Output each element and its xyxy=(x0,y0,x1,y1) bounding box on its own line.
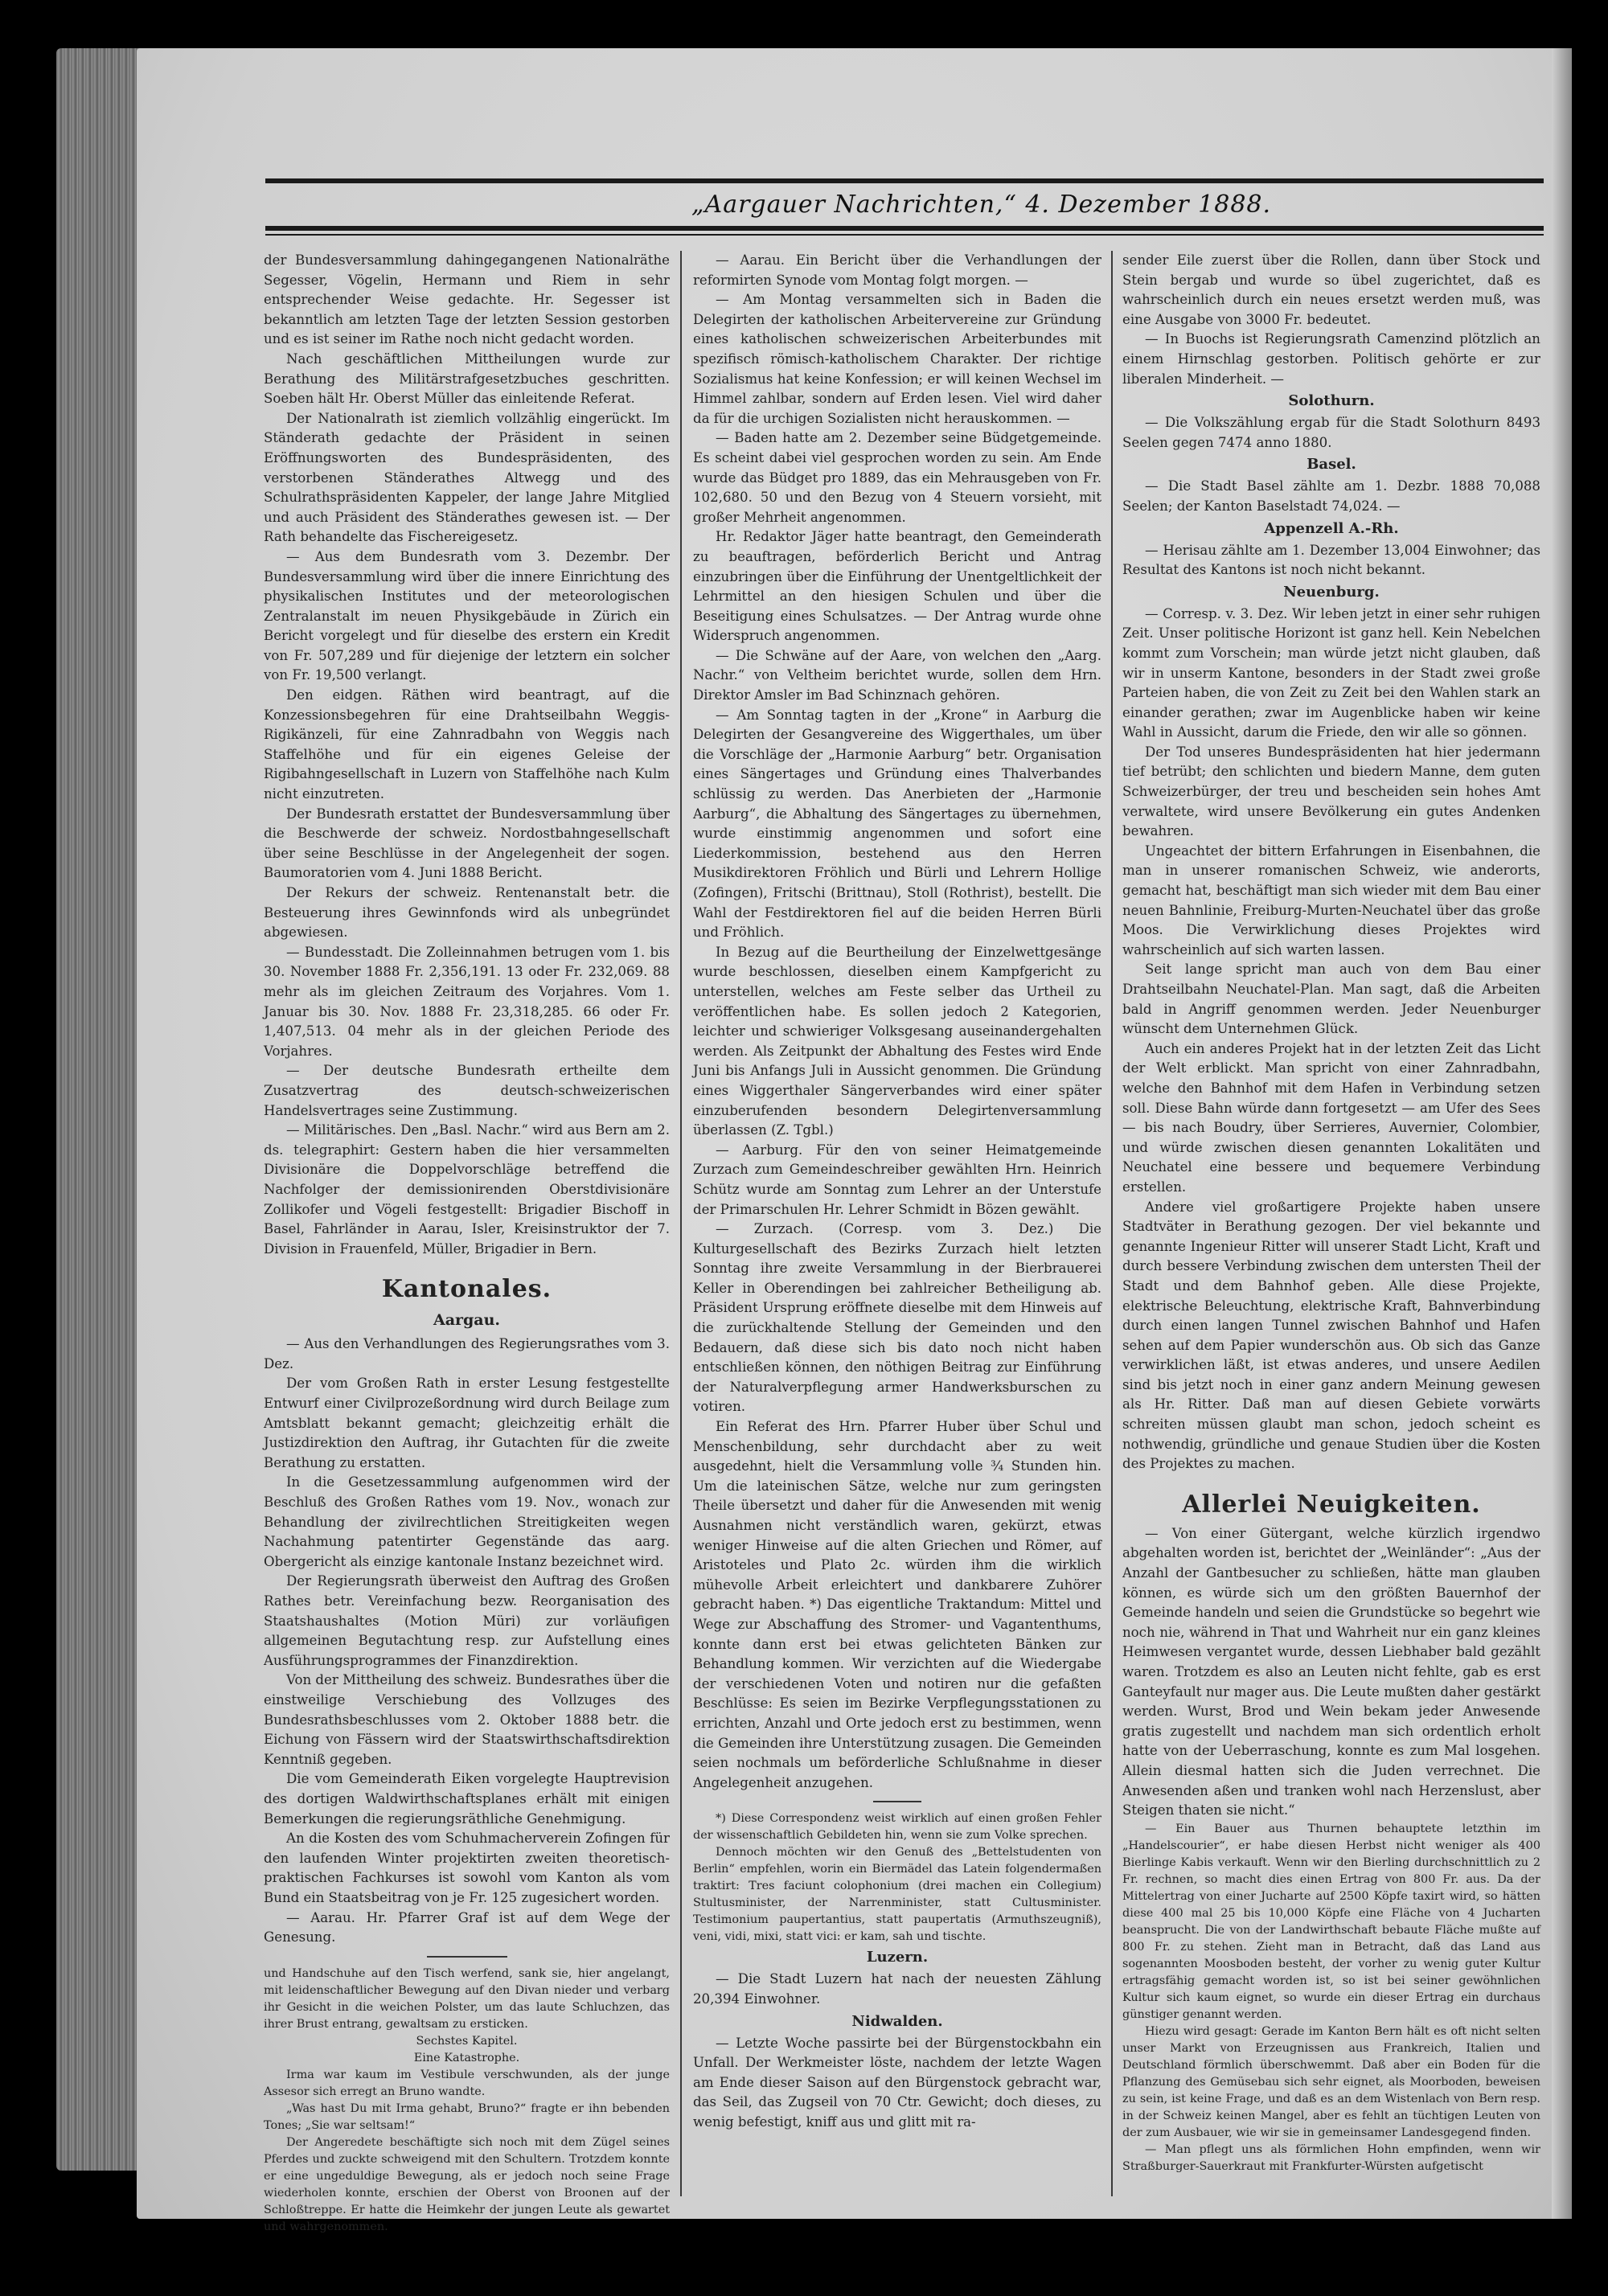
article-paragraph: Seit lange spricht man auch von dem Bau einer Drahtseilbahn Neuchatel-Plan. Man sagt, daß die Arbeiten bald in Angriff genommen werden. Jeder Neuenburger wünscht dem Unternehmen Glück. xyxy=(1122,961,1540,1037)
article-paragraph: — Zurzach. (Corresp. vom 3. Dez.) Die Kulturgesellschaft des Bezirks Zurzach hielt letzten Sonntag ihre zweite Versammlung in der Bierbrauerei Keller in Oberendingen bei zahlreicher Betheiligung ab. Präsident Ursprung eröffnete dieselbe mit dem Hinweis auf die zurückhaltende Stellung der Gemeinden und den Bedauern, daß diese sich bis dato noch nicht haben entschließen können, den nöthigen Beitrag zur Einführung der Naturalverpflegung armer Handwerksburschen zu votiren. xyxy=(693,1221,1101,1415)
section-subtitle-aargau: Aargau. xyxy=(433,1311,501,1330)
header-rule-thin xyxy=(265,234,1544,236)
place-heading-solothurn: Solothurn. xyxy=(1288,392,1375,410)
article-paragraph: der Bundesversammlung dahingegangenen Nationalräthe Segesser, Vögelin, Hermann und Riem in sehr entsprechender Weise gedachte. Hr. Segesser ist bekanntlich am letzten Tage der letzten Session gestorben und es ist seiner im Rathe noch nicht gedacht worden. xyxy=(264,252,670,347)
column-left xyxy=(264,251,670,2233)
article-paragraph: — Aarau. Hr. Pfarrer Graf ist auf dem Wege der Genesung. xyxy=(264,1909,670,1945)
article-paragraph: Die vom Gemeinderath Eiken vorgelegte Hauptrevision des dortigen Waldwirthschaftsplanes erhält mit einigen Bemerkungen die regierungsräthliche Genehmigung. xyxy=(264,1771,670,1827)
article-paragraph: An die Kosten des vom Schuhmacherverein Zofingen für den laufenden Winter projektirten zweiten theoretisch-praktischen Fachkurses ist sowohl vom Kanton als vom Bund ein Staatsbeitrag von je Fr. 125 zugesichert worden. xyxy=(264,1831,670,1905)
article-paragraph: — Die Stadt Basel zählte am 1. Dezbr. 1888 70,088 Seelen; der Kanton Baselstadt 74,024. — xyxy=(1122,478,1540,514)
article-paragraph: In Bezug auf die Beurtheilung der Einzelwettgesänge wurde beschlossen, dieselben einem Kampfgericht zu unterstellen, welches am Feste selber das Urtheil zu veröffentlichen habe. Es sollen jedoch 2 Kategorien, leichter und schwieriger Volksgesang auseinandergehalten werden. Als Zeitpunkt der Abhaltung des Festes wird Ende Juni bis Anfangs Juli in Aussicht genommen. Die Gründung eines Wiggerthaler Sängerverbandes wird einer später einzuberufenden besondern Delegirtenversammlung überlassen (Z. Tgbl.) xyxy=(693,944,1101,1138)
place-heading-appenzell: Appenzell A.-Rh. xyxy=(1264,519,1399,537)
footnote-paragraph: Dennoch möchten wir den Genuß des „Bettelstudenten von Berlin“ empfehlen, worin ein Biermädel das Latein folgendermaßen traktirt: Tres faciunt colophonium (drei machen ein Collegium) Stultusminister, der Narrenminister, statt Cultusminister. Testimonium paupertantius, statt paupertatis (Armuthszeugniß), veni, vidi, mixi, statt vici: er kam, sah und tischte. xyxy=(693,1846,1101,1944)
section-title-kantonales: Kantonales. xyxy=(381,1275,552,1304)
article-paragraph: Von der Mittheilung des schweiz. Bundesrathes über die einstweilige Verschiebung des Vollzuges des Bundesrathsbeschlusses vom 2. Oktober 1888 betr. die Eichung von Fässern wird der Staatswirthschaftsdirektion Kenntniß gegeben. xyxy=(264,1672,670,1767)
article-paragraph: Ungeachtet der bittern Erfahrungen in Eisenbahnen, die man in unserer romanischen Schweiz, wie anderorts, gemacht hat, beschäftigt man sich wieder mit dem Bau einer neuen Bahnlinie, Freiburg-Murten-Neuchatel über das große Moos. Die Verwirklichung dieses Projektes wird wahrscheinlich auf sich warten lassen. xyxy=(1122,843,1540,957)
feuilleton-divider xyxy=(427,1956,507,1958)
article-paragraph: Auch ein anderes Projekt hat in der letzten Zeit das Licht der Welt erblickt. Man spricht von einer Zahnradbahn, welche den Bahnhof mit dem Hafen in Verbindung setzen soll. Diese Bahn würde dann fortgesetzt — am Ufer des Sees — bis nach Boudry, über Serrieres, Auvernier, Colombier, und würde zwischen diesen genannten Lokalitäten und Neuchatel eine bessere und bequemere Verbindung erstellen. xyxy=(1122,1040,1540,1195)
chapter-title: Eine Katastrophe. xyxy=(413,2051,520,2064)
place-heading-nidwalden: Nidwalden. xyxy=(851,2012,943,2030)
place-heading-neuenburg: Neuenburg. xyxy=(1283,583,1380,601)
column-right xyxy=(1122,251,1540,2173)
article-paragraph: Hr. Redaktor Jäger hatte beantragt, den Gemeinderath zu beauftragen, beförderlich Bericht und Antrag einzubringen über die Einführung der Unentgeltlichkeit der Lehrmittel an den hiesigen Schulen und über die Beseitigung eines Schulsatzes. — Der Antrag wurde ohne Widerspruch angenommen. xyxy=(693,529,1101,644)
article-paragraph: — Am Sonntag tagten in der „Krone“ in Aarburg die Delegirten der Gesangvereine des Wiggerthales, um über die Vorschläge der „Harmonie Aarburg“ betr. Organisation eines Sängertages und Gründung eines Thalverbandes schlüssig zu werden. Das Anerbieten der „Harmonie Aarburg“, die Abhaltung des Sängertages zu übernehmen, wurde einstimmig angenommen und sofort eine Liederkommission, bestehend aus den Herren Musikdirektoren Fröhlich und Bürli und Lehrern Hollige (Zofingen), Fritschi (Brittnau), Stoll (Rothrist), bestellt. Die Wahl der Festdirektoren fiel auf die beiden Herren Bürli und Fröhlich. xyxy=(693,707,1101,941)
article-paragraph: — Aus den Verhandlungen des Regierungsrathes vom 3. Dez. xyxy=(264,1336,670,1371)
article-paragraph: Nach geschäftlichen Mittheilungen wurde zur Berathung des Militärstrafgesetzbuches geschritten. Soeben hält Hr. Oberst Müller das einleitende Referat. xyxy=(264,351,670,407)
article-paragraph: Der Regierungsrath überweist den Auftrag des Großen Rathes betr. Vereinfachung bezw. Reorganisation des Staatshaushaltes (Motion Müri) zur vorläufigen allgemeinen Begutachtung resp. zur Aufstellung eines Ausführungsprogrammes der Finanzdirektion. xyxy=(264,1573,670,1668)
feuilleton-paragraph: Irma war kaum im Vestibule verschwunden, als der junge Assesor sich erregt an Bruno wandte. xyxy=(264,2068,670,2098)
article-paragraph: — Aus dem Bundesrath vom 3. Dezembr. Der Bundesversammlung wird über die innere Einrichtung des physikalischen Institutes und der meteorologischen Zentralanstalt im neuen Physikgebäude in Zürich ein Bericht vorgelegt und für dieselbe des erstern ein Kredit von Fr. 507,289 und für diejenige der letztern ein solcher von Fr. 19,500 verlangt. xyxy=(264,548,670,683)
article-paragraph: Der Tod unseres Bundespräsidenten hat hier jedermann tief betrübt; den schlichten und biedern Manne, dem guten Schweizerbürger, der treu und bescheiden sein hohes Amt verwaltete, wird unsere Bevölkerung ein gutes Andenken bewahren. xyxy=(1122,744,1540,839)
article-paragraph: — Baden hatte am 2. Dezember seine Büdgetgemeinde. Es scheint dabei viel gesprochen worden zu sein. Am Ende wurde das Büdget pro 1889, das ein Mehrausgeben von Fr. 102,680. 50 und den Bezug von 4 Steuern vorsieht, mit großer Mehrheit angenommen. xyxy=(693,430,1101,525)
article-paragraph: — Bundesstadt. Die Zolleinnahmen betrugen vom 1. bis 30. November 1888 Fr. 2,356,191. 13 oder Fr. 232,069. 88 mehr als im gleichen Zeitraum des Vorjahres. Vom 1. Januar bis 30. Nov. 1888 Fr. 23,318,285. 66 oder Fr. 1,407,513. 04 mehr als in der gleichen Periode des Vorjahres. xyxy=(264,944,670,1059)
article-paragraph: — Die Schwäne auf der Aare, von welchen den „Aarg. Nachr.“ von Veltheim berichtet wurde, sollen dem Hrn. Direktor Amsler im Bad Schinznach gehören. xyxy=(693,647,1101,703)
header-rule-bottom xyxy=(265,226,1544,231)
article-paragraph: sender Eile zuerst über die Rollen, dann über Stock und Stein bergab und wurde so übel zugerichtet, daß es wahrscheinlich durch ein neues ersetzt werden muß, was eine Ausgabe von 3000 Fr. bedeutet. xyxy=(1122,252,1540,327)
article-paragraph: — Militärisches. Den „Basl. Nachr.“ wird aus Bern am 2. ds. telegraphirt: Gestern haben die hier versammelten Divisionäre die Doppelvorschläge betreffend die Nachfolger der demissionirenden Oberstdivisionäre Zollikofer und Vögeli festgestellt: Brigadier Bischoff in Basel, Fahrländer in Aarau, Isler, Kreisinstruktor der 7. Division in Frauenfeld, Müller, Brigadier in Bern. xyxy=(264,1122,670,1257)
place-heading-luzern: Luzern. xyxy=(866,1949,929,1966)
article-paragraph: — Aarburg. Für den von seiner Heimatgemeinde Zurzach zum Gemeindeschreiber gewählten Hrn. Heinrich Schütz wurde am Sonntag zum Lehrer an der Unterstufe der Primarschulen Hr. Lehrer Schmidt in Bözen gewählt. xyxy=(693,1142,1101,1217)
article-paragraph: Ein Referat des Hrn. Pfarrer Huber über Schul und Menschenbildung, sehr durchdacht aber zu weit ausgedehnt, hielt die Versammlung volle ¾ Stunden hin. Um die lateinischen Sätze, welche nur zum geringsten Theile übersetzt und daher für die Anwesenden mit wenig Ausnahmen nicht verständlich waren, gekürzt, etwas weniger Hinweise auf die alten Griechen und Römer, auf Aristoteles und Plato 2c. würden ihm die wirklich mühevolle Arbeit erleichtert und dankbarere Zuhörer gebracht haben. *) Das eigentliche Traktandum: Mittel und Wege zur Abschaffung des Stromer- und Vagantenthums, konnte dann erst bei etwas gelichteten Bänken zur Behandlung kommen. Wir verzichten auf die Wiedergabe der verschiedenen Voten und notiren nur die gefaßten Beschlüsse: Es seien im Bezirke Verpflegungsstationen zu errichten, Anzahl und Orte jedoch erst zu bestimmen, wenn die Gemeinden ihre Unterstützung zusagen. Die Gemeinden seien nochmals um beförderliche Schlußnahme in dieser Angelegenheit anzugehen. xyxy=(693,1419,1101,1790)
article-paragraph: — Aarau. Ein Bericht über die Verhandlungen der reformirten Synode vom Montag folgt morgen. — xyxy=(693,252,1101,288)
article-paragraph: — Corresp. v. 3. Dez. Wir leben jetzt in einer sehr ruhigen Zeit. Unser politische Horizont ist ganz hell. Kein Nebelchen kommt zum Vorschein; man würde jetzt nicht glauben, daß wir in unserm Kantone, besonders in der Stadt zwei große Parteien haben, die von Zeit zu Zeit bei den Wahlen stark an einander gerathen; zwar im Augenblicke haben wir keine Wahl in Aussicht, darum die Friede, den wir alle so gönnen. xyxy=(1122,605,1540,740)
feuilleton-paragraph: und Handschuhe auf den Tisch werfend, sank sie, hier angelangt, mit leidenschaftlicher Bewegung auf den Divan nieder und verbarg ihr Gesicht in die weichen Polster, um das laute Schluchzen, das ihrer Brust entrang, gewaltsam zu ersticken. xyxy=(264,1966,670,2031)
article-paragraph: — In Buochs ist Regierungsrath Camenzind plötzlich an einem Hirnschlag gestorben. Politisch gehörte er zur liberalen Minderheit. — xyxy=(1122,331,1540,387)
article-paragraph: — Man pflegt uns als förmlichen Hohn empfinden, wenn wir Straßburger-Sauerkraut mit Frankfurter-Würsten aufgetischt xyxy=(1122,2142,1540,2173)
article-paragraph: — Die Volkszählung ergab für die Stadt Solothurn 8493 Seelen gegen 7474 anno 1880. xyxy=(1122,415,1540,450)
masthead-header: „Aargauer Nachrichten,“ 4. Dezember 1888. xyxy=(691,191,1272,219)
article-paragraph: Der Nationalrath ist ziemlich vollzählig eingerückt. Im Ständerath gedachte der Präsident in seinen Eröffnungsworten des Bundespräsidenten, des verstorbenen Ständerathes Altwegg und des Schulrathspräsidenten Kappeler, der lange Jahre Mitglied und auch Präsident des Ständerathes gewesen ist. — Der Rath behandelte das Fischereigesetz. xyxy=(264,410,670,545)
article-paragraph: — Von einer Gütergant, welche kürzlich irgendwo abgehalten worden ist, berichtet der „Weinländer“: „Aus der Anzahl der Gantbesucher zu schließen, hätte man glauben können, es würde sich um den größten Bauernhof der Gemeinde handeln und seien die Grundstücke so begehrt wie noch nie, während in That und Wahrheit nur ein ganz kleines Heimwesen vergantet wurde, dessen Liebhaber bald gezählt waren. Trotzdem es also an Leuten nicht fehlte, gab es erst Ganteyfault nur mager aus. Die Leute mußten daher gestärkt werden. Wurst, Brod und Wein bekam jeder Anwesende gratis zugestellt und nachdem man sich ordentlich erholt hatte von der Ueberraschung, konnte es zum Mal losgehen. Allein diesmal hatten sich die Juden verrechnet. Die Anwesenden aßen und tranken wohl nach Herzenslust, aber Steigen thaten sie nicht.“ xyxy=(1122,1525,1540,1818)
article-paragraph: — Herisau zählte am 1. Dezember 13,004 Einwohner; das Resultat des Kantons ist noch nicht bekannt. xyxy=(1122,542,1540,578)
column-divider-2 xyxy=(1111,251,1113,2196)
article-paragraph: — Letzte Woche passirte bei der Bürgenstockbahn ein Unfall. Der Werkmeister löste, nachdem der letzte Wagen am Ende dieser Saison auf den Bürgenstock gebracht war, das Seil, das Zugseil von 70 Ctr. Gewicht; doch dieses, zu wenig befestigt, kniff aus und glitt mit ra- xyxy=(693,2035,1101,2130)
page-fold-shadow xyxy=(1552,48,1572,2219)
column-divider-1 xyxy=(680,251,682,2196)
article-paragraph: In die Gesetzessammlung aufgenommen wird der Beschluß des Großen Rathes vom 19. Nov., wonach zur Behandlung der zivilrechtlichen Streitigkeiten wegen Nachahmung patentirter Gegenstände das aarg. Obergericht als einzige kantonale Instanz bezeichnet wird. xyxy=(264,1474,670,1569)
article-paragraph: Der Bundesrath erstattet der Bundesversammlung über die Beschwerde der schweiz. Nordostbahngesellschaft über seine Beschlüsse in der Angelegenheit der sogen. Baumoratorien vom 4. Juni 1888 Bericht. xyxy=(264,806,670,881)
article-paragraph: Andere viel großartigere Projekte haben unsere Stadtväter in Berathung gezogen. Der viel bekannte und genannte Ingenieur Ritter will unserer Stadt Licht, Kraft und durch bessere Verbindung zwischen dem untersten Theil der Stadt und dem Bahnhof geben. Alle diese Projekte, elektrische Beleuchtung, elektrische Kraft, Bahnverbindung durch einen langen Tunnel zwischen Bahnhof und Hafen sehen auf dem Papier wunderschön aus. Ob sich das Ganze verwirklichen läßt, ist etwas anderes, und unsere Aedilen sind bis jetzt noch in einer ganz andern Meinung gewesen als Hr. Ritter. Daß man auf diesen Gebiete vorwärts schreiten müssen glaubt man schon, jedoch scheint es nothwendig, gründliche und genaue Studien über die Kosten des Projektes zu machen. xyxy=(1122,1199,1540,1472)
place-heading-basel: Basel. xyxy=(1306,456,1356,474)
article-paragraph: Der Rekurs der schweiz. Rentenanstalt betr. die Besteuerung ihres Gewinnfonds wird als unbegründet abgewiesen. xyxy=(264,885,670,941)
article-paragraph: Hiezu wird gesagt: Gerade im Kanton Bern hält es oft nicht selten unser Markt von Erzeugnissen aus Frankreich, Italien und Deutschland förmlich überschwemmt. Daß aber ein Boden für die Pflanzung des Gemüsebau sich sehr eignet, als Moorboden, beweisen zu sein, ist keine Frage, und daß es an dem Wistenlach von Bern resp. in der Schweiz keinen Mangel, aber es fehlt an tüchtigen Leuten von der zum Ausbauer, wie wir sie in gemeinsamer Landesgegend finden. xyxy=(1122,2024,1540,2139)
chapter-heading: Sechstes Kapitel. xyxy=(416,2034,518,2048)
article-paragraph: — Der deutsche Bundesrath ertheilte dem Zusatzvertrag des deutsch-schweizerischen Handelsvertrages seine Zustimmung. xyxy=(264,1063,670,1118)
feuilleton-paragraph: „Was hast Du mit Irma gehabt, Bruno?“ fragte er ihn bebenden Tones; „Sie war seltsam!“ xyxy=(264,2101,670,2132)
header-rule-top xyxy=(265,178,1544,183)
feuilleton-paragraph: Der Angeredete beschäftigte sich noch mit dem Zügel seines Pferdes und zuckte schweigend mit den Schultern. Trotzdem konnte er eine ungeduldige Bewegung, als er jedoch noch seine Frage wiederholen konnte, erschien der Oberst von Broonen auf der Schloßtreppe. Er hatte die Heimkehr der jungen Leute als gewartet und wahrgenommen. xyxy=(264,2135,670,2233)
footnote-divider xyxy=(873,1801,921,1802)
section-title-neuigkeiten: Allerlei Neuigkeiten. xyxy=(1182,1490,1481,1519)
column-middle xyxy=(693,251,1101,2130)
footnote-paragraph: *) Diese Correspondenz weist wirklich auf einen großen Fehler der wissenschaftlich Gebildeten hin, wenn sie zum Volke sprechen. xyxy=(693,1812,1101,1843)
article-paragraph: Der vom Großen Rath in erster Lesung festgestellte Entwurf einer Civilprozeßordnung wird durch Beilage zum Amtsblatt bekannt gemacht; gleichzeitig erhält die Justizdirektion den Auftrag, ihr Gutachten für die zweite Berathung zu erstatten. xyxy=(264,1376,670,1470)
article-paragraph: Den eidgen. Räthen wird beantragt, auf die Konzessionsbegehren für eine Drahtseilbahn Weggis-Rigikänzeli, für eine Zahnradbahn von Weggis nach Staffelhöhe und für ein eigenes Geleise der Rigibahngesellschaft in Luzern von Staffelhöhe nach Kulm nicht einzutreten. xyxy=(264,687,670,802)
page-stack-edge xyxy=(56,48,145,2171)
article-paragraph: — Ein Bauer aus Thurnen behauptete letzthin im „Handelscourier“, er habe diesen Herbst nicht weniger als 400 Bierlinge Kabis verkauft. Wenn wir den Bierling durchschnittlich zu 2 Fr. rechnen, so macht dies einen Ertrag von 800 Fr. aus. Da der Mittelertrag von einer Jucharte auf 2500 Köpfe taxirt wird, so hätten diese 400 mal 25 bis 10,000 Köpfe eine Fläche von 4 Jucharten beansprucht. Die von der Landwirthschaft bebaute Fläche mußte auf 800 Fr. zu stehen. Zieht man in Betracht, daß das Land aus sogenannten Moosboden besteht, der vorher zu wenig guter Kultur ertragsfähig gemacht worden ist, so ist bei seiner gewöhnlichen Kultur sich kaum eignet, so wurde ein dieser Ertrag ein durchaus günstiger genannt werden. xyxy=(1122,1822,1540,2021)
article-paragraph: — Am Montag versammelten sich in Baden die Delegirten der katholischen Arbeitervereine zur Gründung eines katholischen schweizerischen Arbeiterbundes mit spezifisch römisch-katholischem Charakter. Der richtige Sozialismus hat keine Konfession; er will keinen Wechsel im Himmel zahlbar, sondern auf Erden lesen. Viel wird daher da für die urchigen Sozialisten nicht herauskommen. — xyxy=(693,292,1101,426)
article-paragraph: — Die Stadt Luzern hat nach der neuesten Zählung 20,394 Einwohner. xyxy=(693,1971,1101,2007)
